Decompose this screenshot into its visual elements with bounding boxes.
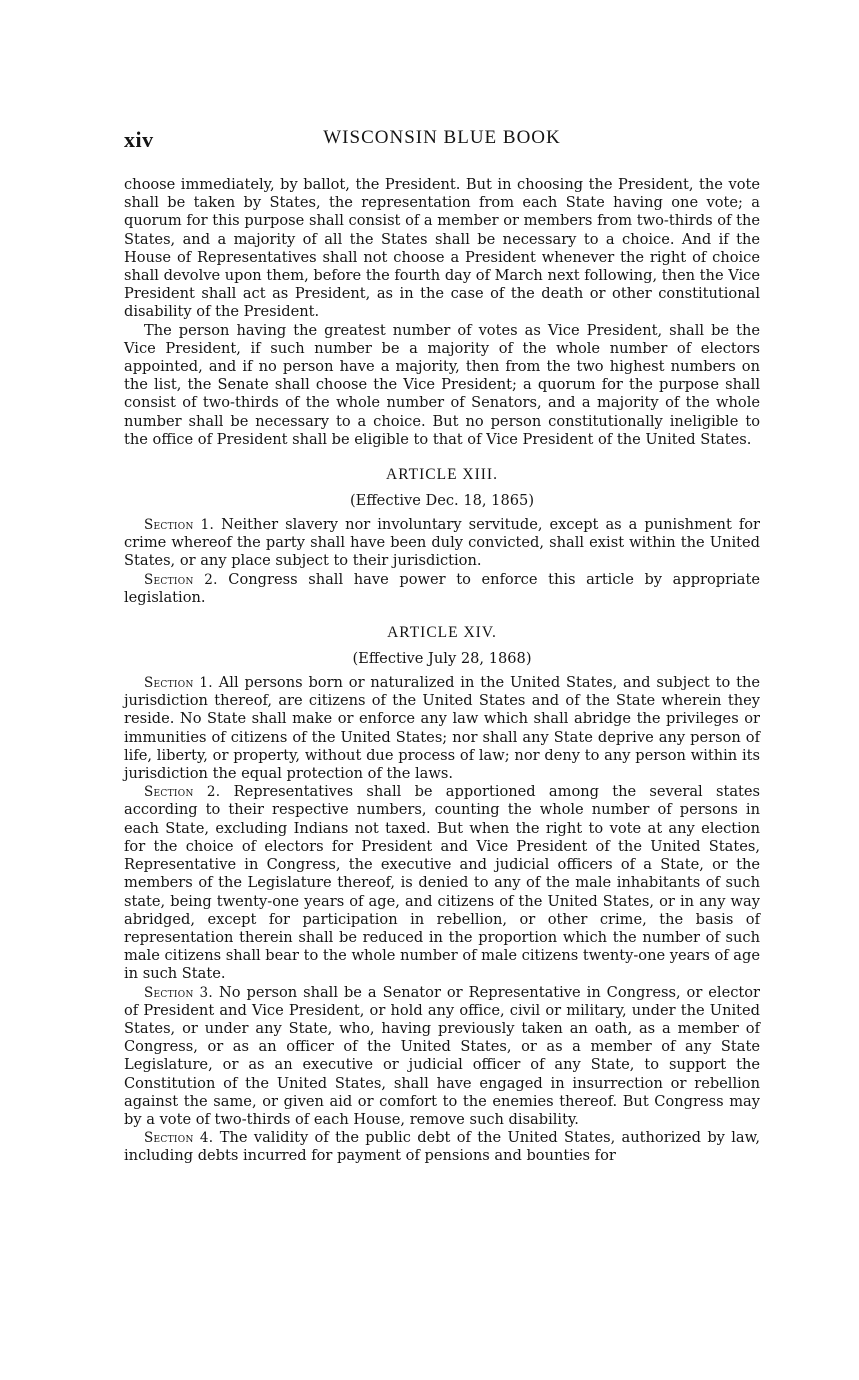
article-14-heading: ARTICLE XIV. [387, 624, 497, 642]
page-number: xiv [124, 127, 154, 152]
section-label: Section 3. [144, 984, 214, 1001]
continuation-paragraph: choose immediately, by ballot, the President. But in choosing the President, the vote shall be taken by States, the representation from each State having one vote; a quorum for this purpose shall consist of a member or members from two-thirds of the States, and a majority of all the States shall be necessary to a choice. And if the House of Representatives shall not choose a President whenever the right of choice shall devolve upon them, before the fourth day of March next following, then the Vice President shall act as President, as in the case of the death or other constitutional disability of the President. [124, 176, 760, 321]
section-text: The validity of the public debt of the United States, authorized by law, including debts incurred for payment of pensions and bounties for [124, 1129, 761, 1165]
article-14-effective-date: (Effective July 28, 1868) [352, 650, 532, 668]
section-text: Neither slavery nor involuntary servitude, except as a punishment for crime whereof the party shall have been duly convicted, shall exist within the United States, or any place subject to their jurisdiction. [124, 516, 761, 570]
page-body [124, 176, 760, 1166]
article-13-section-1 [124, 516, 760, 571]
section-text: No person shall be a Senator or Representative in Congress, or elector of President and Vice President, or hold any office, civil or military, under the United States, or under any State, who, having previously taken an oath, as a member of Congress, or as an officer of the United States, or as a member of any State Legislature, or as an executive or judicial officer of any State, to support the Constitution of the United States, shall have engaged in insurrection or rebellion against the same, or given aid or comfort to the enemies thereof. But Congress may by a vote of two-thirds of each House, remove such disability. [124, 983, 761, 1128]
page-header [124, 127, 760, 153]
article-13-heading: ARTICLE XIII. [386, 466, 498, 484]
vice-president-paragraph: The person having the greatest number of votes as Vice President, shall be the Vice President, if such number be a majority of the whole number of electors appointed, and if no person have a majority, then from the two highest numbers on the list, the Senate shall choose the Vice President; a quorum for the purpose shall consist of two-thirds of the whole number of Senators, and a majority of the whole number shall be necessary to a choice. But no person constitutionally ineligible to the office of President shall be eligible to that of Vice President of the United States. [124, 321, 760, 448]
section-text: Representatives shall be apportioned among the several states according to their respective numbers, counting the whole number of persons in each State, excluding Indians not taxed. But when the right to vote at any election for the choice of electors for President and Vice President of the United States, Representative in Congress, the executive and judicial officers of a State, or the members of the Legislature thereof, is denied to any of the male inhabitants of such state, being twenty-one years of age, and citizens of the United States, or in any way abridged, except for participation in rebellion, or other crime, the basis of representation therein shall be reduced in the proportion which the number of such male citizens shall bear to the whole number of male citizens twenty-one years of age in such State. [124, 783, 761, 983]
article-13-section-2 [124, 571, 760, 607]
article-14-section-4 [124, 1129, 760, 1165]
section-label: Section 1. [144, 517, 215, 534]
section-label: Section 4. [144, 1130, 214, 1147]
article-14-section-3 [124, 984, 760, 1130]
article-13-effective-date: (Effective Dec. 18, 1865) [349, 492, 535, 510]
section-label: Section 2. [144, 784, 221, 801]
running-title: WISCONSIN BLUE BOOK [323, 127, 561, 148]
section-text: Congress shall have power to enforce this article by appropriate legislation. [124, 570, 760, 606]
section-label: Section 1. [144, 675, 213, 692]
article-14-section-2 [124, 783, 760, 983]
section-label: Section 2. [144, 571, 218, 588]
section-text: All persons born or naturalized in the United States, and subject to the jurisdiction thereof, are citizens of the United States and of the State wherein they reside. No State shall make or enforce any law which shall abridge the privileges or immunities of citizens of the United States; nor shall any State deprive any person of life, liberty, or property, without due process of law; nor deny to any person within its jurisdiction the equal protection of the laws. [124, 674, 761, 783]
article-14-section-1 [124, 674, 760, 783]
